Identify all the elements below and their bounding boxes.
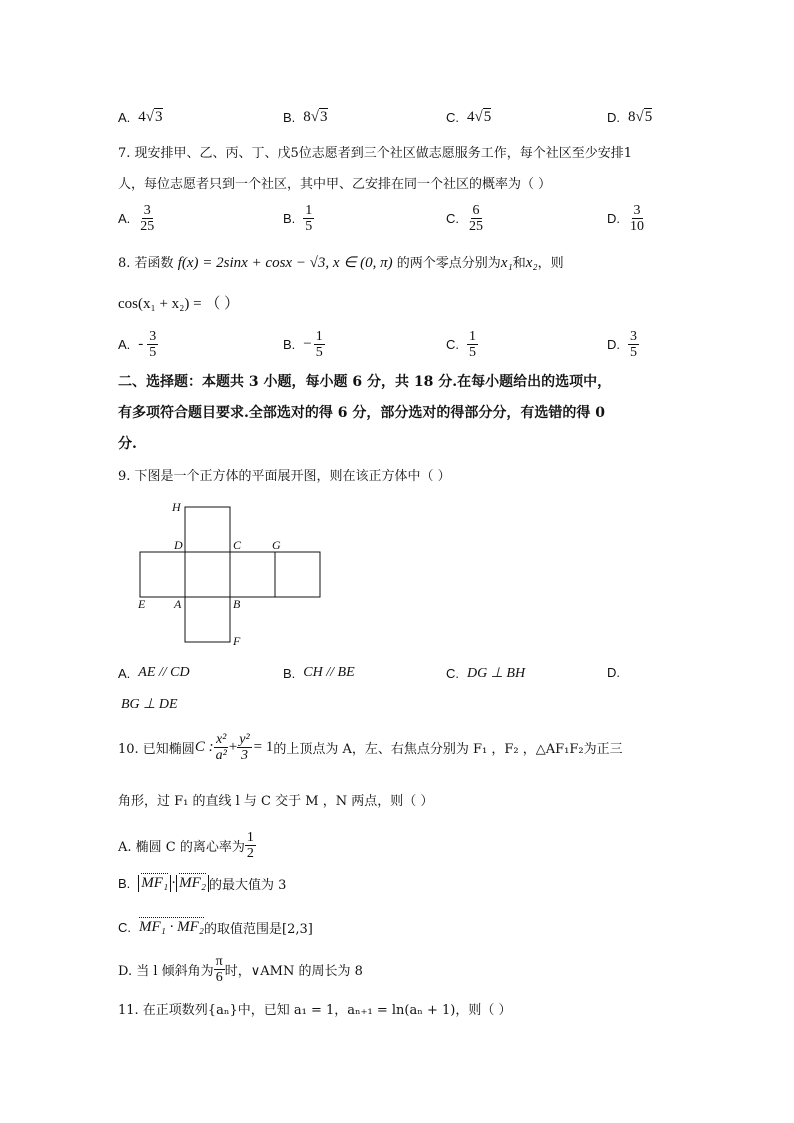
q10-text-after: 的上顶点为 A，左、右焦点分别为 F₁ ，F₂ ，△AF₁F₂为正三 [273,742,623,757]
option-label: D. [607,211,620,226]
q7-option-d [607,203,646,234]
option-radicand: 3 [155,109,163,125]
net-square-right [275,552,320,597]
section2-line1: 二、选择题：本题共 3 小题，每小题 6 分，共 18 分.在每小题给出的选项中， [118,374,612,390]
section2-line3: 分. [118,436,137,452]
option-label: B. [283,337,296,352]
option-label: C. [446,211,459,226]
option-text: A. 椭圆 C 的离心率为 [118,840,245,855]
option-coef: 4 [138,108,146,125]
option-label: C. [446,109,459,125]
q10-frac-x: $\frac{\text{x²}}{\text{a²}}$ [215,732,227,763]
option-label: B. [283,665,296,681]
q10-plus: + [228,739,238,755]
option-radicand: 5 [483,109,492,125]
option-text: 时，∨AMN 的周长为 8 [224,964,363,979]
option-text: CH // BE [303,665,355,680]
q7-option-a [118,203,156,234]
cube-net-figure [130,497,330,649]
option-label: B. [283,109,296,125]
q9-option-d [607,665,628,680]
q8-line1 [118,255,564,272]
q10-ellipse-name: C : [194,739,214,755]
q9-option-d-text: BG ⊥ DE [121,697,178,712]
vector-mf2-magnitude: MF₂ [176,875,209,892]
option-radicand: 3 [320,109,328,125]
vertex-label-d: D [174,538,183,552]
q8-prefix: 8. 若函数 [118,256,174,271]
option-fraction: $\frac{\pi}{6}$ [215,954,223,985]
q7-line1: 7. 现安排甲、乙、丙、丁、戊5位志愿者到三个社区做志愿服务工作，每个社区至少安排1 [118,146,633,161]
q8-option-c [446,329,478,360]
net-square-top [185,507,230,552]
option-fraction: $\frac{3}{5}$ [630,329,637,360]
option-label: B. [118,876,131,891]
option-text: 的最大值为 3 [209,878,287,893]
option-label: C. [446,337,459,352]
option-fraction: $\frac{3}{25}$ [140,203,155,234]
option-coef: 8 [628,108,636,125]
option-fraction: $\frac{3}{5}$ [149,329,157,360]
section2-line2: 有多项符合题目要求.全部选对的得 6 分，部分选对的得部分分，有选错的得 0 [118,405,605,421]
q7-option-c [446,203,485,234]
option-fraction: $\frac{3}{10}$ [630,203,644,234]
net-square-left [140,552,185,597]
option-text: DG ⊥ BH [467,666,526,681]
q10-prefix: 10. 已知椭圆 [118,742,195,757]
option-label: A. [118,665,131,681]
q8-and: 和 [512,256,526,271]
q10-line2: 角形，过 F₁ 的直线 l 与 C 交于 M ，N 两点，则（ ） [118,794,434,809]
q8-option-b [283,329,325,360]
option-label: D. [607,109,620,125]
option-label: D. [607,665,620,680]
q10-equals: = 1 [253,739,274,755]
q8-mid: 的两个零点分别为 [396,256,501,271]
option-coef: 8 [303,108,311,125]
q7-line2: 人，每位志愿者只到一个社区，其中甲、乙安排在同一个社区的概率为（ ） [118,177,552,192]
option-text: AE // CD [138,665,190,680]
q8-suffix: ，则 [537,256,564,271]
q10-option-d [118,954,363,985]
q6-option-c: C. 4 √ 5 [446,108,492,125]
option-radicand: 5 [644,109,653,125]
vertex-label-f: F [233,634,241,648]
option-label: C. [118,920,131,935]
option-text: 的取值范围是[2,3] [204,922,313,937]
q9-option-c [446,665,525,682]
q11-text: 11. 在正项数列{aₙ}中，已知 a₁ = 1，aₙ₊₁ = ln(aₙ + 1)，则（ ） [118,1003,512,1018]
vector-mf1-magnitude: MF₁ [138,875,171,892]
option-fraction: $\frac{6}{25}$ [469,203,483,234]
q6-option-d: D. 8 √ 5 [607,108,653,125]
q9-text: 9. 下图是一个正方体的平面展开图，则在该正方体中（ ） [118,469,451,484]
q8-option-a [118,329,158,360]
option-label: B. [283,211,296,226]
q8-x2: x₂ [525,255,538,271]
option-label: C. [446,666,459,681]
q6-option-a: A. 4 √ 3 [118,108,163,125]
option-fraction: $\frac{1}{5}$ [469,329,476,360]
net-square-bottom [185,597,230,642]
q6-option-b: B. 8 √ 3 [283,108,328,125]
q8-line2: cos(x₁ + x₂) = （ ） [118,296,240,312]
option-label: A. [118,109,131,125]
option-text: D. 当 l 倾斜角为 [118,964,214,979]
q10-frac-y: $\frac{\text{y²}}{3}$ [239,732,250,763]
q8-option-d [607,329,639,360]
q10-line1 [118,732,623,763]
q8-function: f(x) = 2sinx + cosx − √3, x ∈ (0, π) [177,255,393,271]
vertex-label-g: G [272,538,281,552]
q10-option-a [118,830,256,861]
option-fraction: $\frac{1}{5}$ [305,203,313,234]
vertex-label-h: H [172,500,181,514]
option-fraction: $\frac{1}{2}$ [246,830,254,861]
net-square-center-left [185,552,230,597]
q7-option-b [283,203,314,234]
option-coef: 4 [467,108,475,125]
option-label: A. [118,211,131,226]
dot-operator: · [171,875,177,891]
option-sign: − [303,336,312,352]
q9-option-b [283,665,355,681]
option-sign: - [138,336,144,352]
option-label: A. [118,337,131,352]
q8-x1: x₁ [500,255,513,271]
net-square-center-right [230,552,275,597]
q9-option-a [118,665,190,681]
q10-option-b [118,874,286,893]
vertex-label-e: E [138,597,146,611]
vertex-label-b: B [233,597,241,611]
vertex-label-a: A [174,597,182,611]
option-fraction: $\frac{1}{5}$ [315,329,323,360]
vector-dot-product: MF₁ · MF₂ [139,919,204,935]
vertex-label-c: C [233,538,242,552]
q10-option-c [118,918,313,937]
option-label: D. [607,337,620,352]
